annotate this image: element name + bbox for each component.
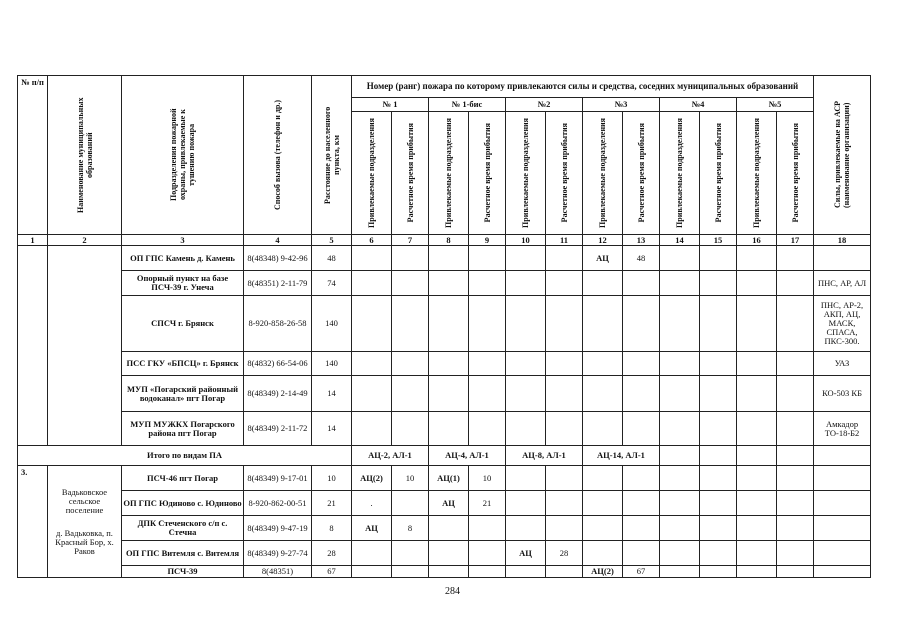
rank1-units: . <box>352 491 392 516</box>
table-row <box>18 271 871 296</box>
rank3-time: 48 <box>623 246 660 271</box>
unit-name: МУП «Погарский районный водоканал» пгт Погар <box>122 376 244 412</box>
page-number: 284 <box>445 586 460 597</box>
unit-name: ПСС ГКУ «БПСЦ» г. Брянск <box>122 352 244 376</box>
call-method: 8(48351) 2-11-79 <box>244 271 312 296</box>
column-number: 16 <box>737 235 777 246</box>
column-number: 4 <box>244 235 312 246</box>
subheader-time: Расчетное время прибытия <box>700 112 737 235</box>
header-rank-2: №2 <box>506 98 583 112</box>
distance: 8 <box>312 516 352 541</box>
rank2-time: 28 <box>546 541 583 566</box>
rank1bis-time: 21 <box>469 491 506 516</box>
subheader-time: Расчетное время прибытия <box>623 112 660 235</box>
rank1-units: АЦ <box>352 516 392 541</box>
rank1bis-units: АЦ <box>429 491 469 516</box>
unit-name: СПСЧ г. Брянск <box>122 296 244 352</box>
asr-forces: КО-503 КБ <box>814 376 871 412</box>
header-asr-forces: Силы, привлекаемые на АСР (наименование организации) <box>814 76 871 235</box>
header-call-method: Способ вызова (телефон и др.) <box>244 76 312 235</box>
table-row <box>18 466 871 491</box>
table-row <box>18 246 871 271</box>
unit-name: ОП ГПС Камень д. Камень <box>122 246 244 271</box>
asr-forces: УАЗ <box>814 352 871 376</box>
municipality-villages: д. Вадьковка, п. Красный Бор, х. Раков <box>55 527 114 556</box>
distance: 10 <box>312 466 352 491</box>
distance: 74 <box>312 271 352 296</box>
unit-name: ОП ГПС Юдиново с. Юдиново <box>122 491 244 516</box>
table-row <box>18 491 871 516</box>
distance: 48 <box>312 246 352 271</box>
column-number: 1 <box>18 235 48 246</box>
rank3-units: АЦ <box>583 246 623 271</box>
column-number: 18 <box>814 235 871 246</box>
column-number: 7 <box>392 235 429 246</box>
totals-rank1bis: АЦ-4, АЛ-1 <box>429 446 506 466</box>
subheader-units: Привлекаемые подразделения <box>737 112 777 235</box>
call-method: 8(4832) 66-54-06 <box>244 352 312 376</box>
call-method: 8(48349) 2-14-49 <box>244 376 312 412</box>
call-method: 8(48349) 9-47-19 <box>244 516 312 541</box>
municipality-name: Вадьковское сельское поселение <box>61 486 108 515</box>
unit-name: ДПК Стеченского с/п с. Стечна <box>122 516 244 541</box>
column-number: 17 <box>777 235 814 246</box>
subheader-time: Расчетное время прибытия <box>469 112 506 235</box>
fire-forces-table <box>17 75 871 578</box>
subheader-time: Расчетное время прибытия <box>392 112 429 235</box>
column-number: 5 <box>312 235 352 246</box>
unit-name: ПСЧ-39 <box>122 566 244 578</box>
municipality-cell <box>48 246 122 446</box>
table-row <box>18 376 871 412</box>
distance: 140 <box>312 296 352 352</box>
row-number-cell <box>18 246 48 446</box>
call-method: 8(48349) 2-11-72 <box>244 412 312 446</box>
header-rank-3: №3 <box>583 98 660 112</box>
call-method: 8-920-862-00-51 <box>244 491 312 516</box>
subheader-units: Привлекаемые подразделения <box>660 112 700 235</box>
table-row <box>18 352 871 376</box>
rank3-time: 67 <box>623 566 660 578</box>
unit-name: ПСЧ-46 пгт Погар <box>122 466 244 491</box>
column-number: 12 <box>583 235 623 246</box>
column-number: 15 <box>700 235 737 246</box>
column-number: 14 <box>660 235 700 246</box>
table-row <box>18 412 871 446</box>
rank1-units: АЦ(2) <box>352 466 392 491</box>
column-number: 2 <box>48 235 122 246</box>
section-number: 3. <box>18 466 48 578</box>
call-method: 8-920-858-26-58 <box>244 296 312 352</box>
rank2-units: АЦ <box>506 541 546 566</box>
distance: 21 <box>312 491 352 516</box>
column-number: 6 <box>352 235 392 246</box>
municipality-cell <box>48 466 122 578</box>
distance: 14 <box>312 376 352 412</box>
column-number: 10 <box>506 235 546 246</box>
totals-rank3: АЦ-14, АЛ-1 <box>583 446 660 466</box>
header-units: Подразделения пожарной охраны, привлекаемые к тушению пожара <box>122 76 244 235</box>
unit-name: ОП ГПС Витемля с. Витемля <box>122 541 244 566</box>
totals-rank2: АЦ-8, АЛ-1 <box>506 446 583 466</box>
subheader-time: Расчетное время прибытия <box>546 112 583 235</box>
table-row <box>18 516 871 541</box>
subheader-units: Привлекаемые подразделения <box>429 112 469 235</box>
header-rank-5: №5 <box>737 98 814 112</box>
column-number: 9 <box>469 235 506 246</box>
header-municipality: Наименование муниципальных образований <box>48 76 122 235</box>
distance: 67 <box>312 566 352 578</box>
rank3-units: АЦ(2) <box>583 566 623 578</box>
distance: 28 <box>312 541 352 566</box>
column-number: 11 <box>546 235 583 246</box>
header-rank-1bis: № 1-бис <box>429 98 506 112</box>
subheader-units: Привлекаемые подразделения <box>506 112 546 235</box>
subheader-units: Привлекаемые подразделения <box>352 112 392 235</box>
unit-name: Опорный пункт на базе ПСЧ-39 г. Унеча <box>122 271 244 296</box>
table-row <box>18 566 871 578</box>
distance: 140 <box>312 352 352 376</box>
column-number: 3 <box>122 235 244 246</box>
column-number-row <box>18 235 871 246</box>
unit-name: МУП МУЖКХ Погарского района пгт Погар <box>122 412 244 446</box>
totals-label: Итого по видам ПА <box>18 446 352 466</box>
rank1bis-units: АЦ(1) <box>429 466 469 491</box>
header-rank-1: № 1 <box>352 98 429 112</box>
call-method: 8(48349) 9-17-01 <box>244 466 312 491</box>
call-method: 8(48351) <box>244 566 312 578</box>
rank1-time: 10 <box>392 466 429 491</box>
subheader-units: Привлекаемые подразделения <box>583 112 623 235</box>
header-fire-rank: Номер (ранг) пожара по которому привлекаются силы и средства, соседних муниципальных образований <box>352 76 814 98</box>
header-number: № п/п <box>18 76 48 235</box>
asr-forces: ПНС, АР-2, АКП, АЦ, МАСК, СПАСА, ПКС-300. <box>814 296 871 352</box>
asr-forces: ПНС, АР, АЛ <box>814 271 871 296</box>
rank1-time: 8 <box>392 516 429 541</box>
column-number: 8 <box>429 235 469 246</box>
asr-forces <box>814 246 871 271</box>
asr-forces: Амкадор ТО-18-Б2 <box>814 412 871 446</box>
subheader-time: Расчетное время прибытия <box>777 112 814 235</box>
header-distance: Расстояние до населенного пункта, км <box>312 76 352 235</box>
call-method: 8(48349) 9-27-74 <box>244 541 312 566</box>
header-rank-4: №4 <box>660 98 737 112</box>
table-row <box>18 296 871 352</box>
totals-rank1: АЦ-2, АЛ-1 <box>352 446 429 466</box>
call-method: 8(48348) 9-42-96 <box>244 246 312 271</box>
table-row <box>18 541 871 566</box>
distance: 14 <box>312 412 352 446</box>
totals-row <box>18 446 871 466</box>
rank1bis-time: 10 <box>469 466 506 491</box>
column-number: 13 <box>623 235 660 246</box>
